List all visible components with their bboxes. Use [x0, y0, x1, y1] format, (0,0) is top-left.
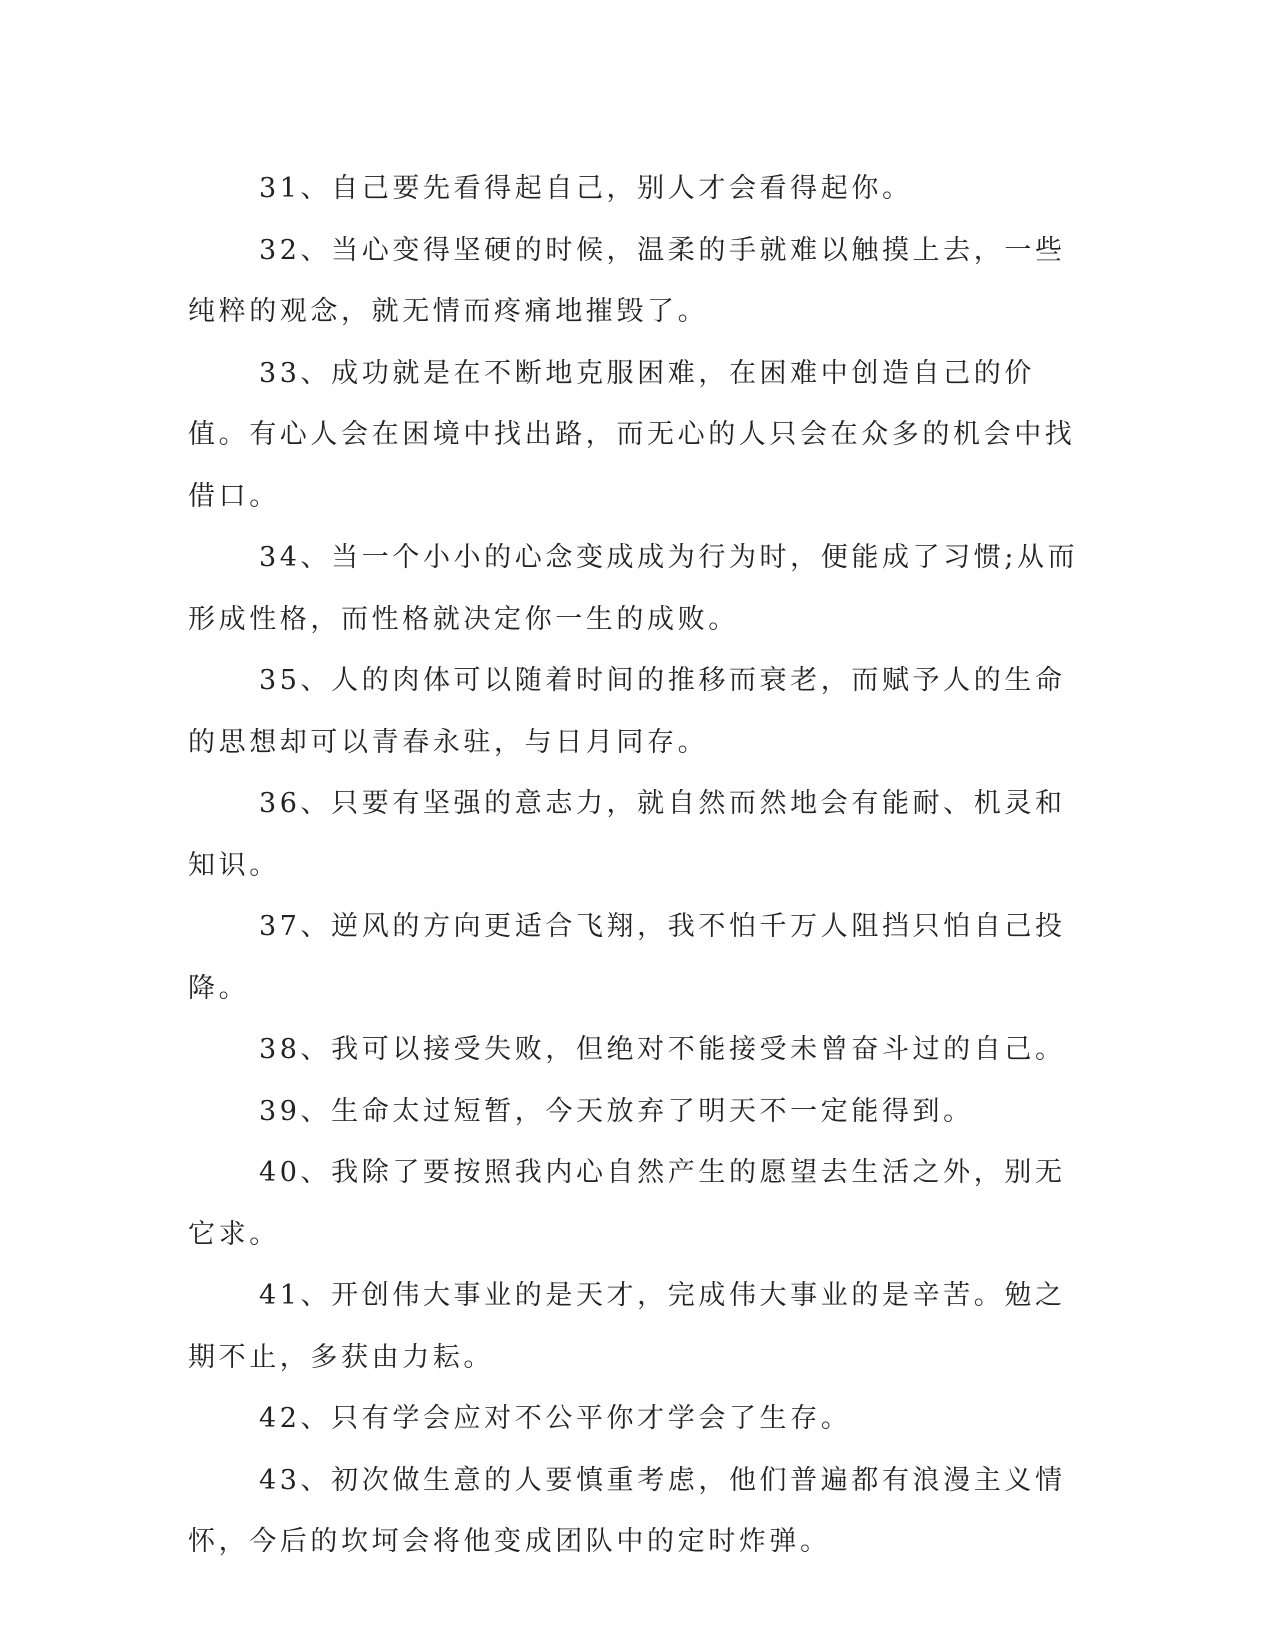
paragraph-33: 33、成功就是在不断地克服困难，在困难中创造自己的价值。有心人会在困境中找出路，而无心的人只会在众多的机会中找借口。: [188, 357, 1076, 512]
document-body: [188, 158, 1088, 1573]
paragraph-38: 38、我可以接受失败，但绝对不能接受未曾奋斗过的自己。: [259, 1034, 1066, 1065]
paragraph-41: 41、开创伟大事业的是天才，完成伟大事业的是辛苦。勉之期不止，多获由力耘。: [188, 1280, 1066, 1373]
paragraph-36: 36、只要有坚强的意志力，就自然而然地会有能耐、机灵和知识。: [188, 788, 1066, 881]
paragraph-43: 43、初次做生意的人要慎重考虑，他们普遍都有浪漫主义情怀，今后的坎坷会将他变成团队中的定时炸弹。: [188, 1464, 1066, 1557]
paragraph-35: 35、人的肉体可以随着时间的推移而衰老，而赋予人的生命的思想却可以青春永驻，与日月同存。: [188, 665, 1066, 758]
paragraph-34: 34、当一个小小的心念变成成为行为时，便能成了习惯;从而形成性格，而性格就决定你一生的成败。: [188, 542, 1079, 635]
paragraph-32: 32、当心变得坚硬的时候，温柔的手就难以触摸上去，一些纯粹的观念，就无情而疼痛地摧毁了。: [188, 234, 1066, 327]
paragraph-37: 37、逆风的方向更适合飞翔，我不怕千万人阻挡只怕自己投降。: [188, 911, 1066, 1004]
paragraph-40: 40、我除了要按照我内心自然产生的愿望去生活之外，别无它求。: [188, 1157, 1066, 1250]
paragraph-31: 31、自己要先看得起自己，别人才会看得起你。: [259, 173, 913, 204]
paragraph-42: 42、只有学会应对不公平你才学会了生存。: [259, 1403, 852, 1434]
paragraph-39: 39、生命太过短暂，今天放弃了明天不一定能得到。: [259, 1095, 974, 1127]
